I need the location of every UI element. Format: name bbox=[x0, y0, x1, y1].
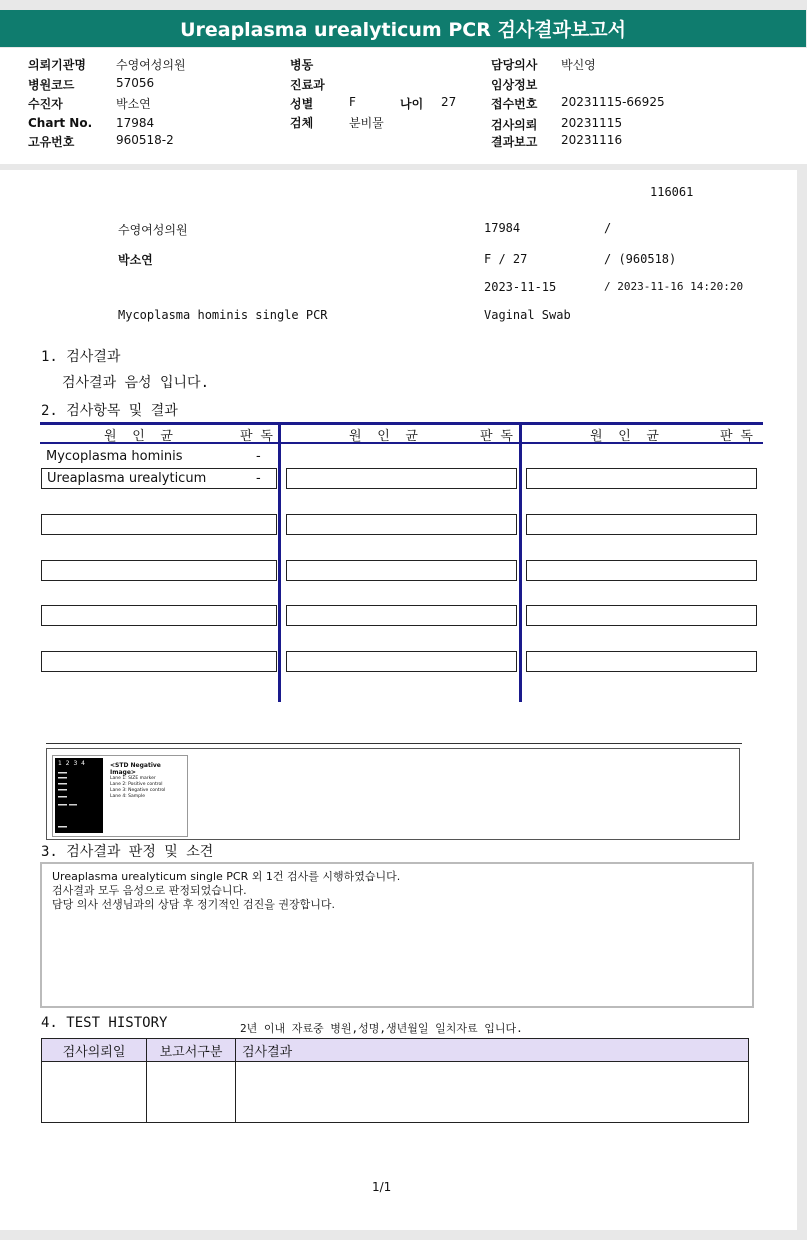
result-cell bbox=[526, 514, 757, 535]
chart-no-value: 17984 bbox=[116, 116, 155, 130]
result-cell bbox=[526, 651, 757, 672]
body-birth: / (960518) bbox=[604, 252, 677, 266]
sex-value: F bbox=[349, 95, 356, 109]
col-result-3: 판 독 bbox=[720, 429, 753, 444]
clinical-label: 임상정보 bbox=[491, 78, 538, 92]
body-institution: 수영여성의원 bbox=[118, 223, 188, 237]
opinion-box bbox=[40, 862, 754, 1008]
history-col-type: 보고서구분 bbox=[147, 1039, 236, 1062]
result-cell bbox=[286, 514, 517, 535]
institution-label: 의뢰기관명 bbox=[28, 58, 86, 72]
report-label: 결과보고 bbox=[491, 135, 538, 149]
body-chart-no: 17984 bbox=[484, 221, 521, 235]
section-3-title: 3. 검사결과 판정 및 소견 bbox=[41, 844, 214, 860]
body-sex-age: F / 27 bbox=[484, 252, 528, 266]
opinion-line: 검사결과 모두 음성으로 판정되었습니다. bbox=[52, 884, 247, 897]
age-value: 27 bbox=[441, 95, 457, 109]
col-result-2: 판 독 bbox=[480, 429, 513, 444]
specimen-label: 검체 bbox=[290, 116, 314, 130]
age-label: 나이 bbox=[400, 97, 424, 111]
patient-label: 수진자 bbox=[28, 97, 63, 111]
history-table bbox=[41, 1038, 749, 1123]
result-cell bbox=[286, 468, 517, 489]
opinion-line: Ureaplasma urealyticum single PCR 외 1건 검사를 시행하였습니다. bbox=[52, 870, 401, 883]
organism-1-name: Mycoplasma hominis bbox=[46, 449, 183, 464]
result-cell bbox=[286, 605, 517, 626]
request-label: 검사의뢰 bbox=[491, 118, 538, 132]
institution-value: 수영여성의원 bbox=[116, 58, 186, 72]
organism-2-name: Ureaplasma urealyticum bbox=[47, 471, 207, 486]
history-col-result: 검사결과 bbox=[236, 1039, 749, 1062]
body-test-name: Mycoplasma hominis single PCR bbox=[118, 308, 328, 322]
section-4-title: 4. TEST HISTORY bbox=[41, 1015, 168, 1031]
doctor-value: 박신영 bbox=[561, 58, 596, 72]
result-cell bbox=[41, 651, 277, 672]
table-divider-2 bbox=[519, 422, 522, 702]
col-organism-3: 원 인 균 bbox=[590, 429, 659, 444]
section-2-title: 2. 검사항목 및 결과 bbox=[41, 403, 178, 419]
ward-label: 병동 bbox=[290, 58, 314, 72]
doctor-label: 담당의사 bbox=[491, 58, 538, 72]
gel-legend-1: Lane 1: SIZE marker bbox=[110, 776, 156, 781]
body-reported: / 2023-11-16 14:20:20 bbox=[604, 280, 744, 293]
gel-lane-numbers: 1 2 3 4 bbox=[58, 760, 86, 767]
opinion-line: 담당 의사 선생님과의 상담 후 정기적인 검진을 권장합니다. bbox=[52, 898, 335, 911]
gel-top-rule bbox=[46, 743, 742, 744]
history-cell bbox=[147, 1062, 236, 1123]
body-patient: 박소연 bbox=[118, 253, 153, 267]
report-code: 116061 bbox=[650, 185, 694, 199]
chart-no-label: Chart No. bbox=[28, 116, 93, 130]
section-1-title: 1. 검사결과 bbox=[41, 349, 121, 365]
gel-title: <STD Negative Image> bbox=[110, 762, 161, 776]
history-cell bbox=[236, 1062, 749, 1123]
result-cell bbox=[41, 560, 277, 581]
gel-legend-4: Lane 4: Sample bbox=[110, 794, 145, 799]
result-cell bbox=[286, 560, 517, 581]
gel-legend-2: Lane 2: Positive control bbox=[110, 782, 163, 787]
specimen-value: 분비물 bbox=[349, 116, 384, 130]
unique-no-label: 고유번호 bbox=[28, 135, 75, 149]
dept-label: 진료과 bbox=[290, 78, 325, 92]
organism-2-result: - bbox=[256, 471, 261, 486]
table-row bbox=[42, 1062, 749, 1123]
report-page bbox=[0, 170, 797, 1230]
history-note: 2년 이내 자료중 병원,성명,생년월일 일치자료 입니다. bbox=[240, 1022, 523, 1035]
result-cell bbox=[41, 605, 277, 626]
report-title: Ureaplasma urealyticum PCR 검사결과보고서 bbox=[0, 10, 806, 47]
section-1-text: 검사결과 음성 입니다. bbox=[62, 375, 210, 391]
history-cell bbox=[42, 1062, 147, 1123]
result-cell bbox=[41, 514, 277, 535]
request-value: 20231115 bbox=[561, 116, 623, 130]
table-divider-1 bbox=[278, 422, 281, 702]
gel-image bbox=[52, 755, 188, 837]
page-number: 1/1 bbox=[372, 1180, 392, 1194]
result-cell bbox=[526, 605, 757, 626]
body-specimen: Vaginal Swab bbox=[484, 308, 571, 322]
hospital-code-label: 병원코드 bbox=[28, 78, 75, 92]
body-received: 2023-11-15 bbox=[484, 280, 557, 294]
report-header bbox=[0, 48, 807, 164]
col-organism-1: 원 인 균 bbox=[104, 429, 173, 444]
result-cell bbox=[286, 651, 517, 672]
hospital-code-value: 57056 bbox=[116, 76, 155, 90]
receipt-label: 접수번호 bbox=[491, 97, 538, 111]
report-value: 20231116 bbox=[561, 133, 623, 147]
col-organism-2: 원 인 균 bbox=[349, 429, 418, 444]
patient-value: 박소연 bbox=[116, 97, 151, 111]
result-cell bbox=[526, 560, 757, 581]
history-col-date: 검사의뢰일 bbox=[42, 1039, 147, 1062]
receipt-value: 20231115-66925 bbox=[561, 95, 665, 109]
body-slash: / bbox=[604, 221, 612, 235]
result-cell bbox=[526, 468, 757, 489]
sex-label: 성별 bbox=[290, 97, 314, 111]
gel-legend-3: Lane 3: Negative control bbox=[110, 788, 166, 793]
col-result-1: 판 독 bbox=[240, 429, 273, 444]
unique-no-value: 960518-2 bbox=[116, 133, 174, 147]
organism-1-result: - bbox=[256, 449, 261, 464]
